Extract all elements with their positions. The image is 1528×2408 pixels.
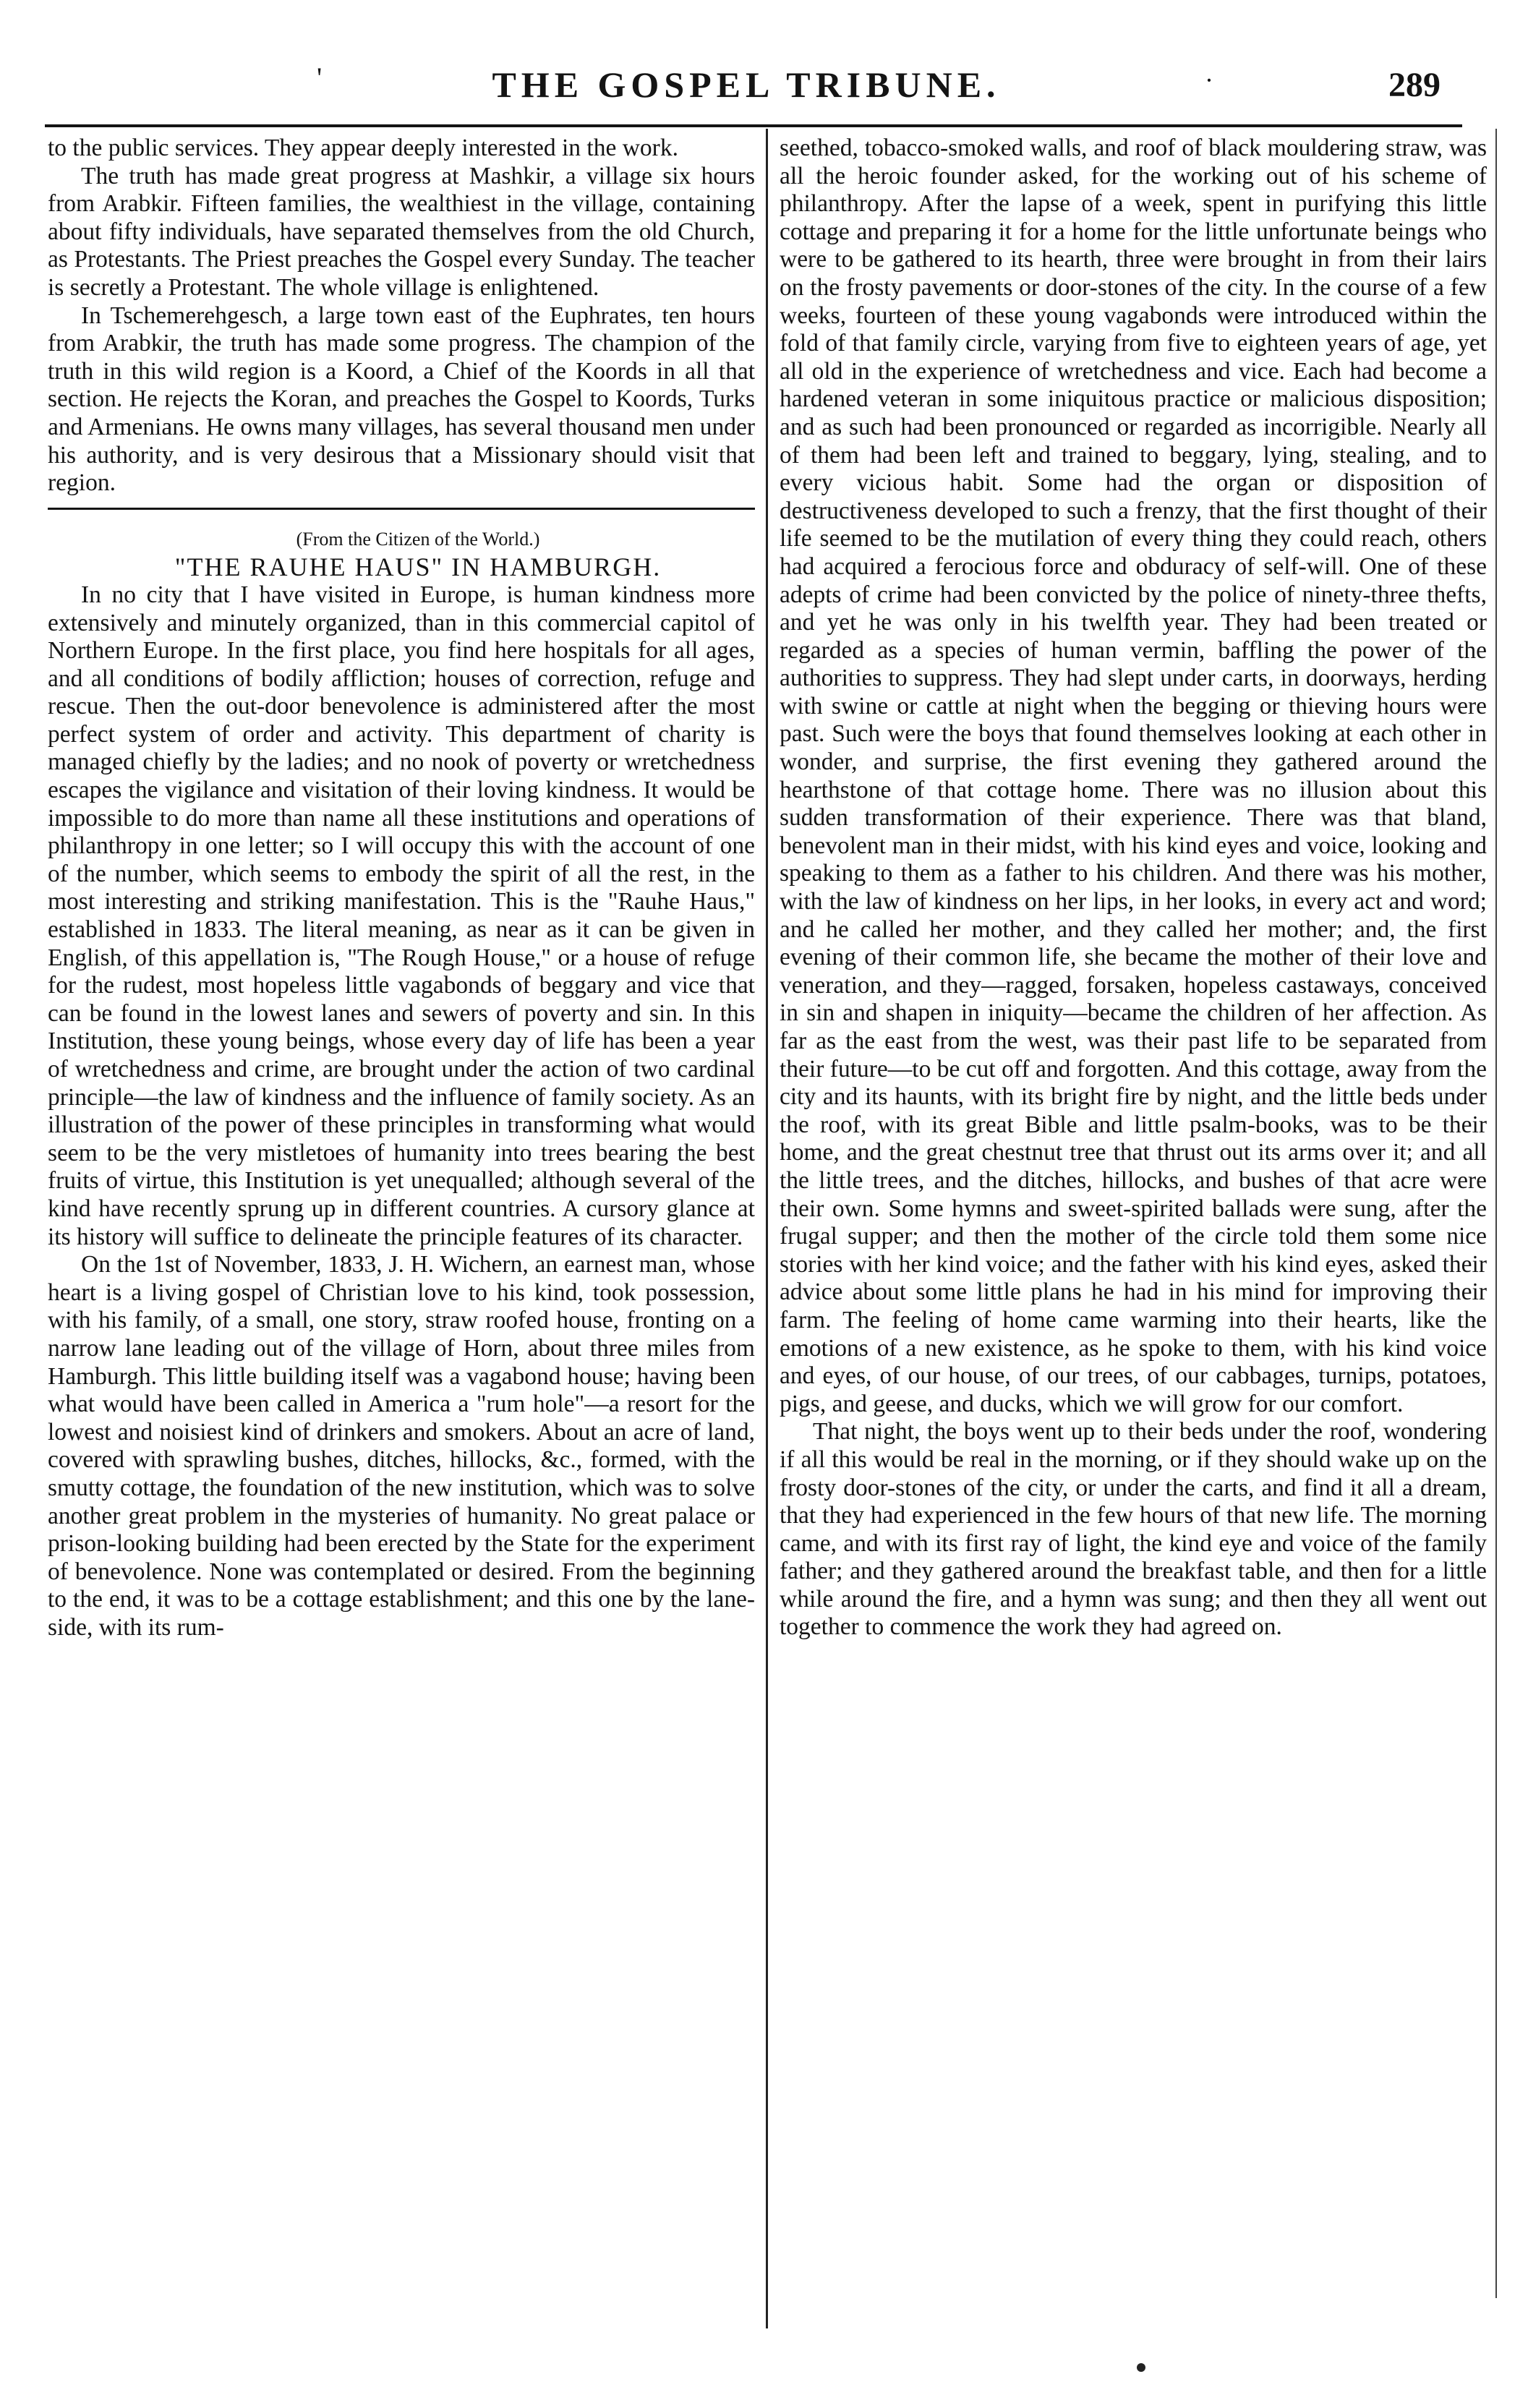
left-column xyxy=(48,135,755,1641)
paragraph: On the 1st of November, 1833, J. H. Wichern, an earnest man, whose heart is a living gospel of Christian love to his kind, took possession, with his family, of a small, one story, straw roofed house, fronting on a narrow lane leading out of the village of Horn, about three miles from Hamburgh. This little building itself was a vagabond house; having been what would have been called in America a "rum hole"—a resort for the lowest and noisiest kind of drinkers and smokers. About an acre of land, covered with sprawling bushes, ditches, hillocks, &c., formed, with the smutty cottage, the foundation of the new institution, which was to solve another great problem in the mysteries of humanity. No great palace or prison-looking building had been erected by the State for the experiment of benevolence. None was contemplated or desired. From the beginning to the end, it was to be a cottage establishment; and this one by the lane-side, with its rum- xyxy=(48,1251,755,1641)
ink-spot xyxy=(1137,2363,1145,2372)
paragraph: The truth has made great progress at Mashkir, a village six hours from Arabkir. Fifteen families, the wealthiest in the village, containing about fifty individuals, have separated themselves from the old Church, as Protestants. The Priest preaches the Gospel every Sunday. The teacher is secretly a Protestant. The whole village is enlightened. xyxy=(48,162,755,301)
section-rule xyxy=(48,508,755,510)
header-dot: · xyxy=(1205,66,1213,95)
margin-line xyxy=(1495,129,1497,2298)
right-column xyxy=(780,135,1487,1641)
paragraph: to the public services. They appear deeply interested in the work. xyxy=(48,135,678,161)
paragraph: seethed, tobacco-smoked walls, and roof of black mouldering straw, was all the heroic founder asked, for the working out of his scheme of philanthropy. After the lapse of a week, spent in purifying this little cottage and preparing it for a home for the little unfortunate beings who were to be gathered to its hearth, three were brought in from their lairs on the frosty pavements or door-stones of the city. In the course of a few weeks, fourteen of these young vagabonds were introduced within the fold of that family circle, varying from five to eighteen years of age, yet all old in the experience of wretchedness and vice. Each had become a hardened veteran in some iniquitous practice or malicious disposition; and as such had been pronounced or regarded as incorrigible. Nearly all of them had been left and trained to beggary, lying, stealing, and to every vicious habit. Some had the organ or disposition of destructiveness developed to such a frenzy, that the first thought of their life seemed to be the mutilation of every thing they could reach, others had acquired a ferocious force and obduracy of self-will. One of these adepts of crime had been convicted by the police of ninety-three thefts, and yet he was only in his twelfth year. They had been treated or regarded as a species of human vermin, baffling the power of the authorities to suppress. They had slept under carts, in doorways, herding with swine or cattle at night when the begging or thieving hours were past. Such were the boys that found themselves looking at each other in wonder, and surprise, the first evening they gathered around the hearthstone of that cottage home. There was no illusion about this sudden transformation of their experience. There was that bland, benevolent man in their midst, with his kind eyes and voice, looking and speaking to them as a father to his children. And there was his mother, with the law of kindness on her lips, in her looks, in every act and word; and he called her mother, and they called her mother; and, the first evening of their common life, she became the mother of their love and veneration, and they—ragged, forsaken, hopeless castaways, conceived in sin and shapen in iniquity—became the children of her affection. As far as the east from the west, was their past life to be separated from their future—to be cut off and forgotten. And this cottage, away from the city and its haunts, with its bright fire by night, and the little beds under the roof, with its great Bible and little psalm-books, was to be their home, and the great chestnut tree that thrust out its arms over it; and all the little trees, and the ditches, hillocks, and bushes of that acre were their own. Some hymns and sweet-spirited ballads were sung, after the frugal supper; and then the mother of the circle told them some nice stories with her kind voice; and the father with his kind eyes, asked their advice about some little plans he had in his mind for improving their farm. The feeling of home came warming into their hearts, like the emotions of a new existence, as he spoke to them, with his kind voice and eyes, of our house, of our trees, of our cabbages, turnips, potatoes, pigs, and geese, and ducks, which we will grow for our comfort. xyxy=(780,135,1487,1417)
column-divider xyxy=(766,129,768,2328)
paragraph: That night, the boys went up to their beds under the roof, wondering if all this would be real in the morning, or if they should wake up on the frosty door-stones of the city, or under the carts, and find it all a dream, that they had experienced in the few hours of that new life. The morning came, and with its first ray of light, the kind eye and voice of the family father; and they gathered around the breakfast table, and then for a little while around the fire, and a hymn was sung; and then they all went out together to commence the work they had agreed on. xyxy=(780,1418,1487,1641)
paragraph: In no city that I have visited in Europe, is human kindness more extensively and minutely organized, than in this commercial capitol of Northern Europe. In the first place, you find here hospitals for all ages, and all conditions of bodily affliction; houses of correction, refuge and rescue. Then the out-door benevolence is administered after the most perfect system of order and activity. This department of charity is managed chiefly by the ladies; and no nook of poverty or wretchedness escapes the vigilance and visitation of their loving kindness. It would be impossible to do more than name all these institutions and operations of philanthropy in one letter; so I will occupy this with the account of one of the number, which seems to embody the spirit of all the rest, in the most interesting and striking manifestation. This is the "Rauhe Haus," established in 1833. The literal meaning, as near as it can be given in English, of this appellation is, "The Rough House," or a house of refuge for the rudest, most hopeless little vagabonds of beggary and vice that can be found in the lowest lanes and sewers of poverty and sin. In this Institution, these young beings, whose every day of life has been a year of wretchedness and crime, are brought under the action of two cardinal principle—the law of kindness and the influence of family society. As an illustration of the power of these principles in transforming what would seem to be the very mistletoes of humanity into trees bearing the best fruits of virtue, this Institution is yet unequalled; although several of the kind have recently sprung up in different countries. A cursory glance at its history will suffice to delineate the principle features of its character. xyxy=(48,581,755,1250)
paragraph: In Tschemerehgesch, a large town east of the Euphrates, ten hours from Arabkir, the truth has made some progress. The champion of the truth in this wild region is a Koord, a Chief of the Koords in all that section. He rejects the Koran, and preaches the Gospel to Koords, Turks and Armenians. He owns many villages, has several thousand men under his authority, and is very desirous that a Missionary should visit that region. xyxy=(48,302,755,497)
masthead-title: THE GOSPEL TRIBUNE. xyxy=(492,64,1001,105)
article-source: (From the Citizen of the World.) xyxy=(296,528,540,550)
header-mark: ' xyxy=(317,61,323,94)
page-header xyxy=(45,61,1448,108)
header-rule xyxy=(45,124,1462,127)
article-heading: "THE RAUHE HAUS" IN HAMBURGH. xyxy=(174,552,662,582)
page-number: 289 xyxy=(1388,66,1440,104)
